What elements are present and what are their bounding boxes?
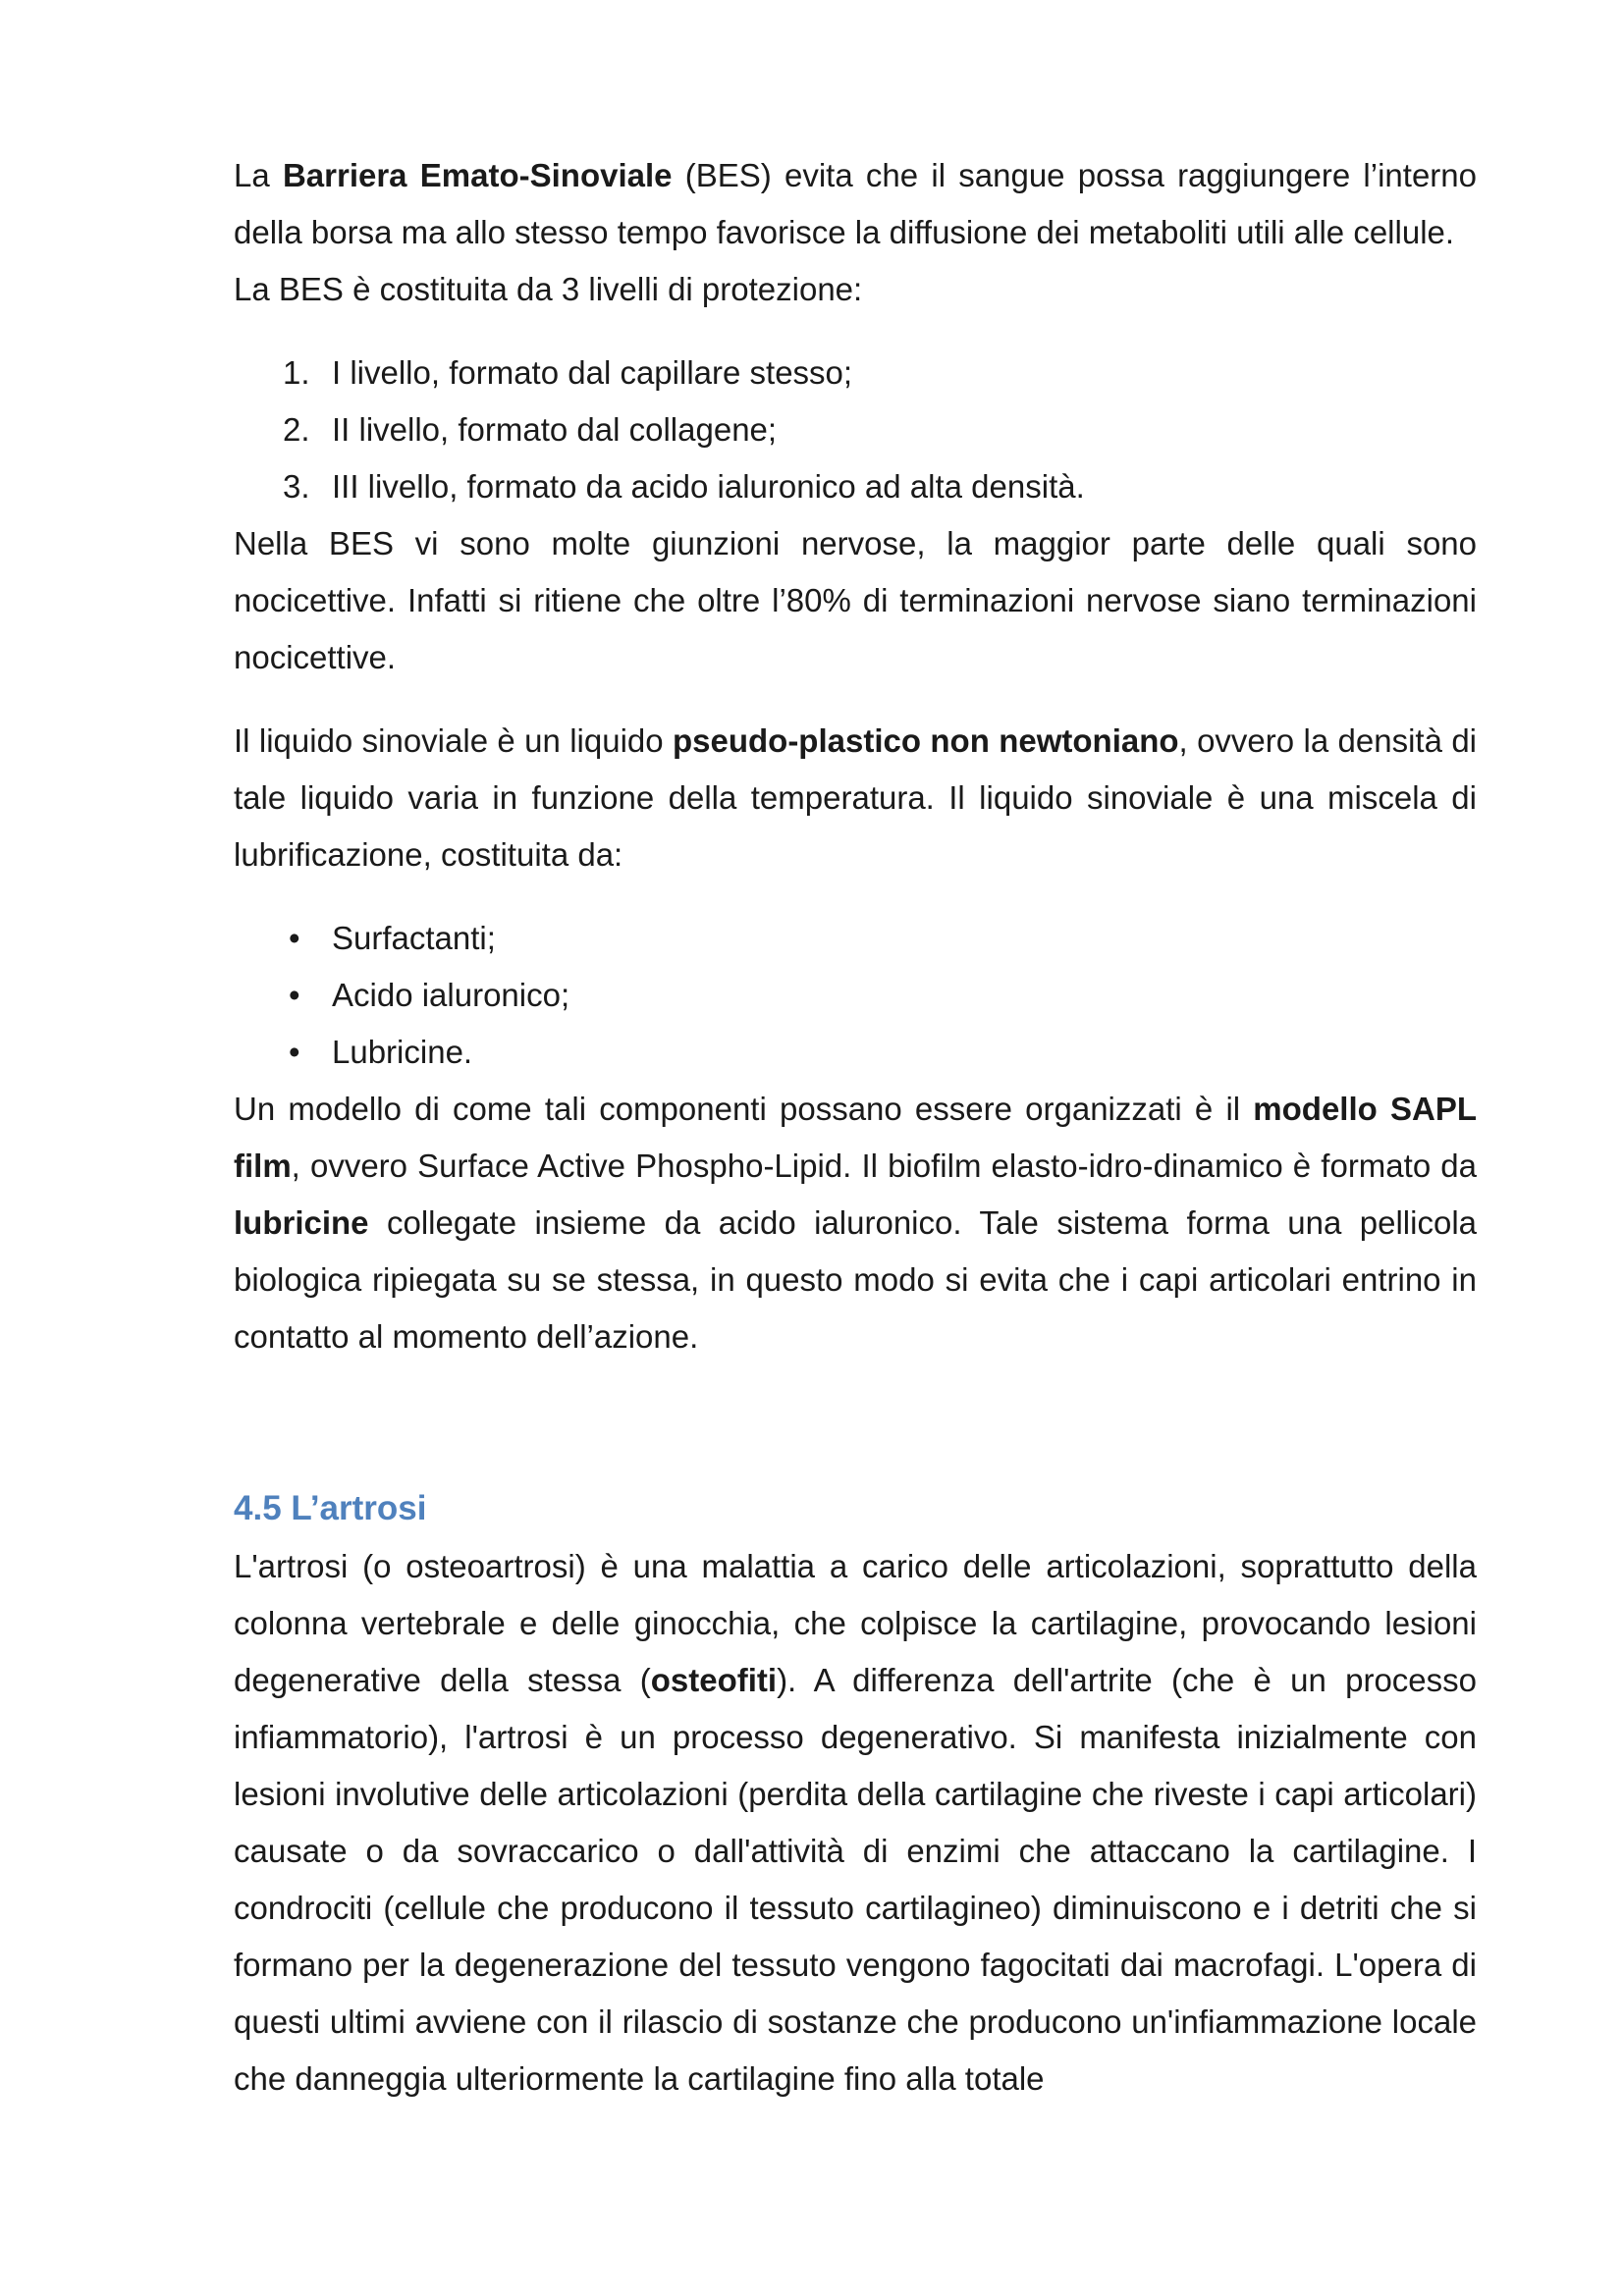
components-list [234,910,1477,1081]
liquido-paragraph: Il liquido sinoviale è un liquido pseudo-plastico non newtoniano, ovvero la densità di tale liquido varia in funzione della temperatura. Il liquido sinoviale è una miscela di lubrificazione, costituita da: [234,722,1478,873]
osteofiti-term: osteofiti [650,1662,778,1698]
document-page [234,147,1477,2108]
bes-levels-intro: La BES è costituita da 3 livelli di protezione: [234,271,863,307]
sapl-paragraph: Un modello di come tali componenti possano essere organizzati è il modello SAPL film, ovvero Surface Active Phospho-Lipid. Il biofilm elasto-idro-dinamico è formato da lubricine collegate insieme da acido ialuronico. Tale sistema forma una pellicola biologica ripiegata su se stessa, in questo modo si evita che i capi articolari entrino in contatto al momento dell’azione. [234,1091,1477,1355]
lubricine-term: lubricine [234,1204,369,1241]
bes-paragraph: La Barriera Emato-Sinoviale (BES) evita che il sangue possa raggiungere l’interno della borsa ma allo stesso tempo favorisce la diffusione dei metaboliti utili alle cellule. [234,157,1477,250]
list-item: • Acido ialuronico; [234,967,1477,1024]
bes-levels-list [234,345,1477,515]
section-heading: 4.5 L’artrosi [234,1489,427,1527]
artrosi-paragraph: L'artrosi (o osteoartrosi) è una malattia a carico delle articolazioni, soprattutto della colonna vertebrale e delle ginocchia, che colpisce la cartilagine, provocando lesioni degenerative della stessa (osteofiti). A differenza dell'artrite (che è un processo infiammatorio), l'artrosi è un processo degenerativo. Si manifesta inizialmente con lesioni involutive delle articolazioni (perdita della cartilagine che riveste i capi articolari) causate o da sovraccarico o dall'attività di enzimi che attaccano la cartilagine. I condrociti (cellule che producono il tessuto cartilagineo) diminuiscono e i detriti che si formano per la degenerazione del tessuto vengono fagocitati dai macrofagi. L'opera di questi ultimi avviene con il rilascio di sostanze che producono un'infiammazione locale che danneggia ulteriormente la cartilagine fino alla totale [234,1548,1478,2097]
list-item: • Surfactanti; [234,910,1477,967]
list-item: 1. I livello, formato dal capillare stesso; [283,354,853,391]
list-item: 2. II livello, formato dal collagene; [283,411,778,448]
bullet-icon: • [289,977,300,1013]
liquido-term: pseudo-plastico non newtoniano [672,722,1179,759]
bullet-icon: • [289,920,300,956]
bullet-icon: • [289,1034,300,1070]
list-item: • Lubricine. [234,1024,1477,1081]
bes-term: Barriera Emato-Sinoviale [282,157,673,193]
bes-nerves-paragraph: Nella BES vi sono molte giunzioni nervose, la maggior parte delle quali sono nocicettive. Infatti si ritiene che oltre l’80% di terminazioni nervose siano terminazioni nocicettive. [234,525,1477,675]
sapl-term: modello SAPL film [234,1091,1477,1184]
list-item: 3. III livello, formato da acido ialuronico ad alta densità. [283,468,1085,505]
